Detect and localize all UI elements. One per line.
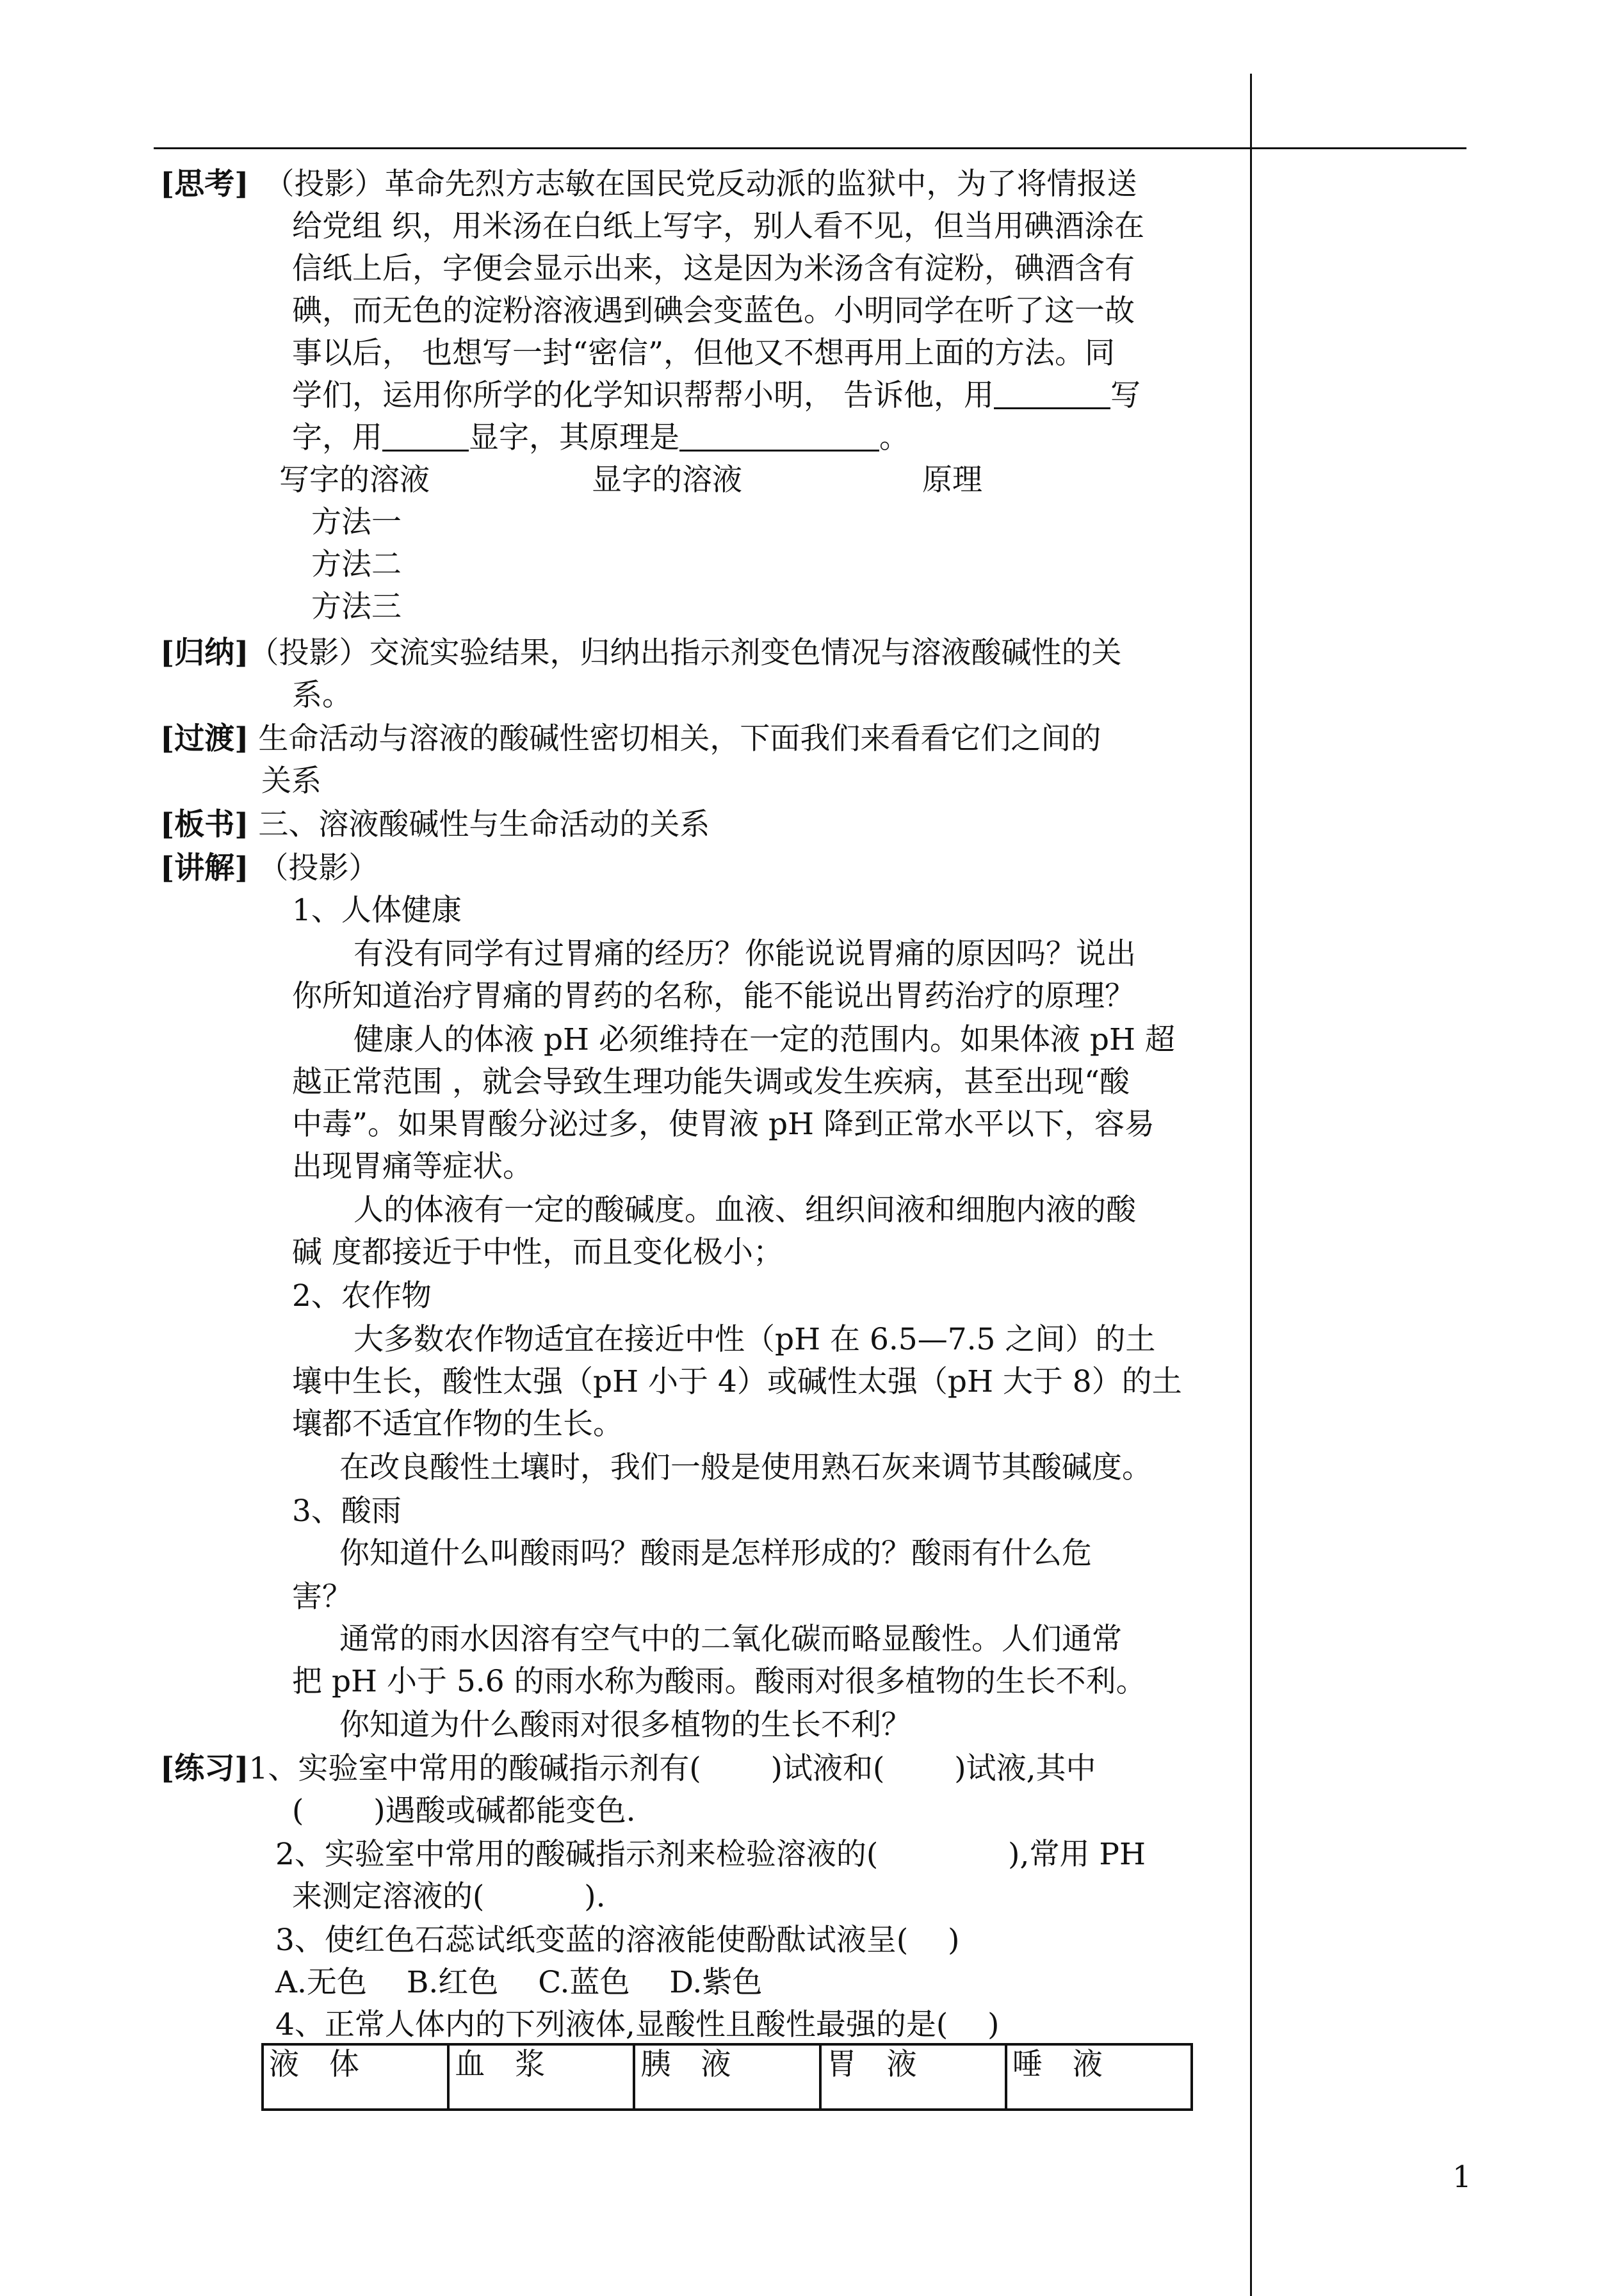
- health-line-3: 健康人的体液 pH 必须维持在一定的范围内。如果体液 pH 超: [353, 1022, 1175, 1057]
- health-line-1: 有没有同学有过胃痛的经历？你能说说胃痛的原因吗？说出: [353, 936, 1136, 972]
- table-cell: 胃 液: [820, 2044, 1006, 2110]
- column-header-principle: 原理: [922, 462, 982, 498]
- table-cell: 血 浆: [448, 2044, 634, 2110]
- health-line-5: 中毒”。如果胃酸分泌过多，使胃液 pH 降到正常水平以下，容易: [292, 1107, 1155, 1142]
- rain-line-4: 把 pH 小于 5.6 的雨水称为酸雨。酸雨对很多植物的生长不利。: [292, 1664, 1146, 1699]
- think-line-3: 信纸上后，字便会显示出来，这是因为米汤含有淀粉，碘酒含有: [292, 251, 1135, 286]
- lecture-line: [讲解] （投影）: [160, 851, 379, 886]
- exercise-2-line-1: 2、实验室中常用的酸碱指示剂来检验溶液的( ),常用 PH: [275, 1837, 1146, 1872]
- table-cell: 唾 液: [1006, 2044, 1192, 2110]
- think-line-2: 给党组 织，用米汤在白纸上写字，别人看不见，但当用碘酒涂在: [292, 209, 1144, 244]
- blank-principle[interactable]: [679, 421, 879, 452]
- rain-line-5: 你知道为什么酸雨对很多植物的生长不利？: [339, 1707, 911, 1743]
- exercise-3-line: 3、使红色石蕊试纸变蓝的溶液能使酚酞试液呈( ): [275, 1923, 960, 1958]
- method-3: 方法三: [311, 589, 402, 624]
- crop-title: 2、农作物: [292, 1278, 432, 1314]
- crop-line-3: 壤都不适宜作物的生长。: [292, 1406, 623, 1442]
- health-line-7: 人的体液有一定的酸碱度。血液、组织间液和细胞内液的酸: [353, 1193, 1136, 1228]
- page-number: 1: [1452, 2160, 1472, 2195]
- transition-line-1: [过渡] 生命活动与溶液的酸碱性密切相关，下面我们来看看它们之间的: [160, 721, 1101, 756]
- header-rule: [154, 147, 1466, 149]
- column-header-write: 写字的溶液: [279, 462, 430, 498]
- health-line-8: 碱 度都接近于中性，而且变化极小；: [292, 1235, 783, 1270]
- board-line: [板书] 三、溶液酸碱性与生命活动的关系: [160, 807, 710, 842]
- crop-line-1: 大多数农作物适宜在接近中性（pH 在 6.5—7.5 之间）的土: [353, 1322, 1156, 1357]
- exercise-4-line: 4、正常人体内的下列液体,显酸性且酸性最强的是( ): [275, 2007, 1000, 2042]
- method-2: 方法二: [311, 547, 402, 582]
- summary-line-2: 系。: [292, 678, 352, 713]
- rain-line-2: 害？: [292, 1579, 352, 1615]
- table-row: [263, 2044, 1192, 2110]
- crop-line-2: 壤中生长，酸性太强（pH 小于 4）或碱性太强（pH 大于 8）的土: [292, 1364, 1182, 1399]
- exercise-3-options: A.无色 B.红色 C.蓝色 D.紫色: [275, 1965, 763, 2000]
- think-line-6: 学们，运用你所学的化学知识帮帮小明， 告诉他，用 写: [292, 378, 1141, 413]
- health-line-6: 出现胃痛等症状。: [292, 1149, 533, 1184]
- exercise-1-line-1: [练习]1、实验室中常用的酸碱指示剂有( )试液和( )试液,其中: [160, 1751, 1096, 1786]
- summary-line-1: [归纳]（投影）交流实验结果，归纳出指示剂变色情况与溶液酸碱性的关: [160, 635, 1122, 671]
- blank-write-solution[interactable]: [994, 379, 1110, 409]
- health-line-4: 越正常范围 ，就会导致生理功能失调或发生疾病，甚至出现“酸: [292, 1064, 1130, 1100]
- think-line-7: 字，用 显字，其原理是 。: [292, 420, 909, 455]
- think-line-1: [思考] （投影）革命先烈方志敏在国民党反动派的监狱中，为了将情报送: [160, 167, 1137, 202]
- method-1: 方法一: [311, 505, 402, 540]
- health-title: 1、人体健康: [292, 893, 462, 928]
- blank-reveal-solution[interactable]: [382, 421, 469, 452]
- rain-title: 3、酸雨: [292, 1494, 402, 1529]
- column-header-reveal: 显字的溶液: [592, 462, 742, 498]
- rain-line-3: 通常的雨水因溶有空气中的二氧化碳而略显酸性。人们通常: [339, 1622, 1122, 1657]
- liquid-table: [261, 2043, 1193, 2111]
- transition-line-2: 关系: [261, 763, 321, 799]
- table-cell: 液 体: [263, 2044, 448, 2110]
- think-line-5: 事以后， 也想写一封“密信”，但他又不想再用上面的方法。同: [292, 336, 1115, 371]
- rain-line-1: 你知道什么叫酸雨吗？酸雨是怎样形成的？酸雨有什么危: [339, 1536, 1092, 1571]
- exercise-1-line-2: ( )遇酸或碱都能变色.: [292, 1793, 636, 1828]
- crop-line-4: 在改良酸性土壤时，我们一般是使用熟石灰来调节其酸碱度。: [339, 1450, 1152, 1485]
- exercise-2-line-2: 来测定溶液的( ).: [292, 1879, 606, 1914]
- think-line-4: 碘，而无色的淀粉溶液遇到碘会变蓝色。小明同学在听了这一故: [292, 293, 1135, 329]
- right-margin-rule: [1250, 74, 1252, 2296]
- table-cell: 胰 液: [634, 2044, 820, 2110]
- health-line-2: 你所知道治疗胃痛的胃药的名称，能不能说出胃药治疗的原理？: [292, 979, 1135, 1014]
